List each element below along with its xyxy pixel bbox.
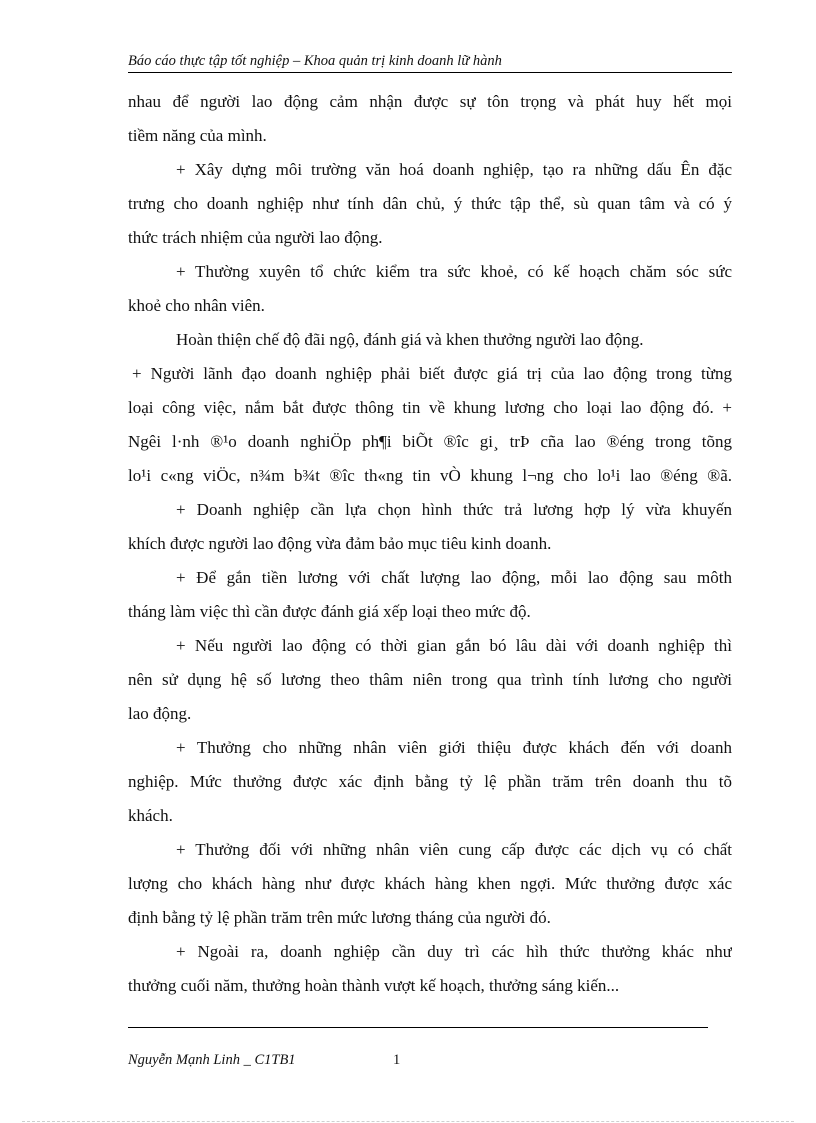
header-title: Báo cáo thực tập tốt nghiệp – Khoa quản trị kinh doanh lữ hành — [128, 53, 502, 69]
text-line: Hoàn thiện chế độ đãi ngộ, đánh giá và khen thưởng người lao động. — [176, 330, 644, 349]
text-line: lao động. — [128, 704, 192, 723]
text-line: tiềm năng của mình. — [128, 126, 267, 145]
text-line: nên sử dụng hệ số lương theo thâm niên trong qua trình tính lương cho người — [128, 670, 732, 689]
text-line: + Xây dựng môi trường văn hoá doanh nghiệp, tạo ra những dấu Ên đặc — [176, 160, 732, 179]
text-line: Ngêi l·nh ®¹o doanh nghiÖp ph¶i biÕt ®îc gi¸ trÞ cña lao ®éng trong tõng — [128, 432, 732, 451]
page-break-line — [22, 1121, 794, 1122]
text-line: lo¹i c«ng viÖc, n¾m b¾t ®îc th«ng tin vÒ khung l¬ng cho lo¹i lao ®éng ®ã. — [128, 466, 732, 485]
text-line: tháng làm việc thì cần được đánh giá xếp loại theo mức độ. — [128, 602, 531, 621]
text-line: + Thường xuyên tổ chức kiểm tra sức khoẻ, có kế hoạch chăm sóc sức — [176, 262, 732, 281]
text-line: + Thưởng đối với những nhân viên cung cấp được các dịch vụ có chất — [176, 840, 732, 859]
text-line: khách. — [128, 806, 173, 825]
text-line: loại công việc, nắm bắt được thông tin về khung lương cho loại lao động đó. + — [128, 398, 732, 417]
body-text — [128, 85, 732, 1003]
text-line: + Để gắn tiền lương với chất lượng lao động, mỗi lao động sau môth — [176, 568, 732, 587]
text-line: + Người lãnh đạo doanh nghiệp phải biết được giá trị của lao động trong từng — [132, 364, 732, 383]
page-number: 1 — [393, 1052, 401, 1068]
footer-divider — [128, 1027, 708, 1028]
text-line: định bằng tỷ lệ phần trăm trên mức lương tháng của người đó. — [128, 908, 551, 927]
text-line: thưởng cuối năm, thưởng hoàn thành vượt kế hoạch, thưởng sáng kiến... — [128, 976, 620, 995]
text-line: + Doanh nghiệp cần lựa chọn hình thức trả lương hợp lý vừa khuyến — [176, 500, 732, 519]
footer-author: Nguyễn Mạnh Linh _ C1TB1 — [128, 1052, 296, 1068]
text-line: khích được người lao động vừa đảm bảo mục tiêu kinh doanh. — [128, 534, 552, 553]
text-line: + Nếu người lao động có thời gian gắn bó lâu dài với doanh nghiệp thì — [176, 636, 732, 655]
text-line: + Thưởng cho những nhân viên giới thiệu được khách đến với doanh — [176, 738, 732, 757]
text-line: thức trách nhiệm của người lao động. — [128, 228, 383, 247]
text-line: + Ngoài ra, doanh nghiệp cần duy trì các hìh thức thưởng khác như — [176, 942, 732, 961]
text-line: nghiệp. Mức thưởng được xác định bằng tỷ lệ phần trăm trên doanh thu tõ — [128, 772, 732, 791]
text-line: khoẻ cho nhân viên. — [128, 296, 265, 315]
text-line: trưng cho doanh nghiệp như tính dân chủ, ý thức tập thể, sù quan tâm và có ý — [128, 194, 732, 213]
text-line: lượng cho khách hàng như được khách hàng khen ngợi. Mức thưởng được xác — [128, 874, 732, 893]
page-header — [128, 50, 732, 73]
text-line: nhau để người lao động cảm nhận được sự tôn trọng và phát huy hết mọi — [128, 92, 732, 111]
